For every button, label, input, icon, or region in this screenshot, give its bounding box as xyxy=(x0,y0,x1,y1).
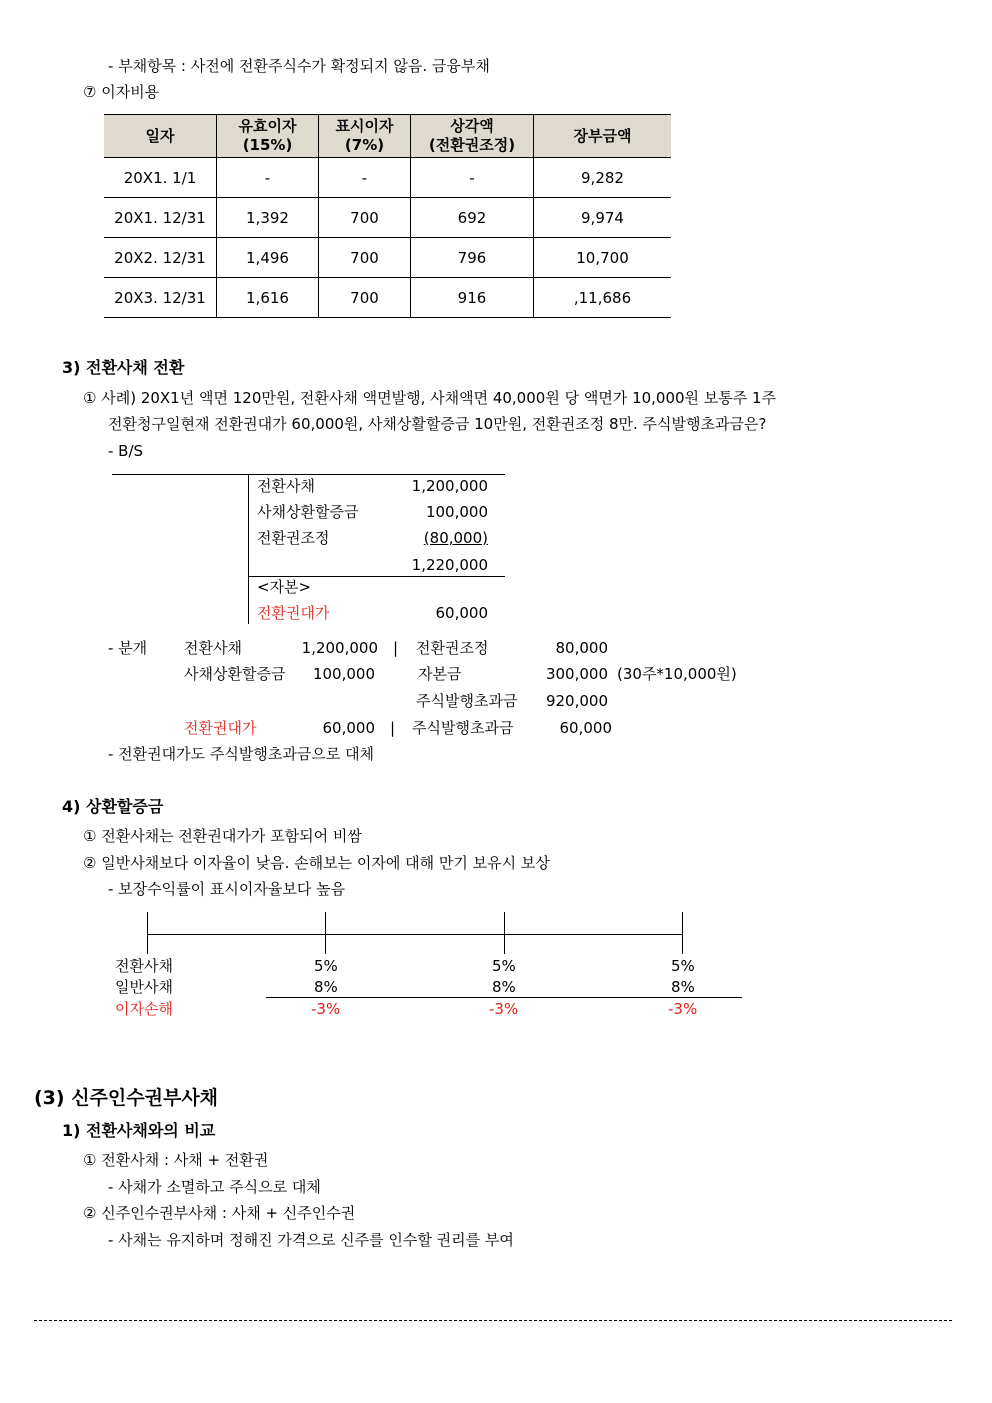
bs-row-value: 100,000 xyxy=(425,503,488,521)
table-row xyxy=(104,158,671,198)
journal-credit-amount: 920,000 xyxy=(545,692,608,710)
timeline-tick xyxy=(504,912,505,954)
journal-debit-amount: 1,200,000 xyxy=(301,639,378,657)
journal-debit-amount: 100,000 xyxy=(312,665,375,683)
journal-separator: | xyxy=(393,639,399,657)
journal-credit: 주식발행초과금 xyxy=(416,692,518,710)
cell: - xyxy=(217,158,319,198)
cell: 796 xyxy=(411,238,534,278)
journal-credit: 자본금 xyxy=(418,665,462,683)
bs-equity-item: 전환권대가 xyxy=(257,604,330,622)
bw-item-1: ① 전환사채 : 사채 + 전환권 xyxy=(83,1151,269,1169)
bs-vertical-line xyxy=(248,474,249,624)
cell: 10,700 xyxy=(534,238,672,278)
col-amortization: 상각액 (전환권조정) xyxy=(411,115,534,158)
s4-item-2: ② 일반사채보다 이자율이 낮음. 손해보는 이자에 대해 만기 보유시 보상 xyxy=(83,854,550,872)
timeline-value: 8% xyxy=(671,978,695,996)
page-divider xyxy=(34,1320,952,1321)
bs-row-label: 전환권조정 xyxy=(257,529,330,547)
journal-credit-amount: 300,000 xyxy=(545,665,608,683)
bw-section-title: (3) 신주인수권부사채 xyxy=(34,1087,219,1109)
cell: 20X1. 12/31 xyxy=(104,198,217,238)
cell: - xyxy=(319,158,411,198)
interest-expense-title: ⑦ 이자비용 xyxy=(83,83,160,101)
timeline-value: 5% xyxy=(671,957,695,975)
bs-row-label: 사채상환할증금 xyxy=(257,503,359,521)
timeline-value: 8% xyxy=(314,978,338,996)
table-row xyxy=(104,198,671,238)
journal-debit-amount: 60,000 xyxy=(322,719,375,737)
cell: 9,974 xyxy=(534,198,672,238)
debt-item-line: - 부채항목 : 사전에 전환주식수가 확정되지 않음. 금융부채 xyxy=(108,57,490,75)
cell: 700 xyxy=(319,198,411,238)
bs-equity-label: <자본> xyxy=(257,578,312,596)
bw-sub-title: 1) 전환사채와의 비교 xyxy=(62,1121,216,1140)
timeline-value: 5% xyxy=(314,957,338,975)
timeline-tick xyxy=(325,912,326,954)
bw-item-2-sub: - 사채는 유지하며 정해진 가격으로 신주를 인수할 권리를 부여 xyxy=(108,1231,514,1249)
journal-credit-amount: 80,000 xyxy=(555,639,608,657)
col-effective-interest: 유효이자 (15%) xyxy=(217,115,319,158)
cell: 20X3. 12/31 xyxy=(104,278,217,318)
timeline-value: 8% xyxy=(492,978,516,996)
cell: 20X1. 1/1 xyxy=(104,158,217,198)
timeline-value: -3% xyxy=(489,1000,519,1018)
table-header-row xyxy=(104,115,671,158)
section-4-title: 4) 상환할증금 xyxy=(62,797,164,816)
bs-subtotal-value: 1,220,000 xyxy=(411,556,488,574)
timeline-tick xyxy=(147,912,148,954)
timeline-value: -3% xyxy=(311,1000,341,1018)
col-book-value: 장부금액 xyxy=(534,115,672,158)
bs-row-label: 전환사채 xyxy=(257,477,315,495)
s4-item-2-sub: - 보장수익률이 표시이자율보다 높음 xyxy=(108,880,346,898)
timeline-sum-line xyxy=(266,997,742,998)
timeline-row-label: 이자손해 xyxy=(115,1000,173,1018)
cell: 700 xyxy=(319,278,411,318)
journal-note: (30주*10,000원) xyxy=(617,665,737,683)
bs-equity-value: 60,000 xyxy=(435,604,488,622)
journal-note-line: - 전환권대가도 주식발행초과금으로 대체 xyxy=(108,745,375,763)
journal-debit: 전환권대가 xyxy=(184,719,257,737)
timeline-row-label: 일반사채 xyxy=(115,978,173,996)
journal-credit-amount: 60,000 xyxy=(559,719,612,737)
interest-expense-table xyxy=(104,114,671,318)
col-date: 일자 xyxy=(104,115,217,158)
cell: ,11,686 xyxy=(534,278,672,318)
bw-item-2: ② 신주인수권부사채 : 사채 + 신주인수권 xyxy=(83,1204,356,1222)
timeline-row-label: 전환사채 xyxy=(115,957,173,975)
cell: - xyxy=(411,158,534,198)
cell: 1,496 xyxy=(217,238,319,278)
timeline-value: -3% xyxy=(668,1000,698,1018)
cell: 700 xyxy=(319,238,411,278)
cell: 20X2. 12/31 xyxy=(104,238,217,278)
bs-top-line xyxy=(112,474,505,475)
cell: 9,282 xyxy=(534,158,672,198)
timeline-tick xyxy=(682,912,683,954)
section-3-title: 3) 전환사채 전환 xyxy=(62,358,185,377)
timeline-value: 5% xyxy=(492,957,516,975)
cell: 1,616 xyxy=(217,278,319,318)
s4-item-1: ① 전환사채는 전환권대가가 포함되어 비쌈 xyxy=(83,827,362,845)
case-line-2: 전환청구일현재 전환권대가 60,000원, 사채상활할증금 10만원, 전환권조정 8만. 주식발행초과금은? xyxy=(108,415,767,433)
journal-label: - 분개 xyxy=(108,639,148,657)
bw-item-1-sub: - 사채가 소멸하고 주식으로 대체 xyxy=(108,1178,321,1196)
bs-label: - B/S xyxy=(108,442,144,460)
table-row xyxy=(104,238,671,278)
table-row xyxy=(104,278,671,318)
cell: 692 xyxy=(411,198,534,238)
cell: 916 xyxy=(411,278,534,318)
case-line-1: ① 사례) 20X1년 액면 120만원, 전환사채 액면발행, 사채액면 40,000원 당 액면가 10,000원 보통주 1주 xyxy=(83,389,777,407)
journal-credit: 주식발행초과금 xyxy=(412,719,514,737)
journal-separator: | xyxy=(390,719,396,737)
timeline-axis xyxy=(147,934,682,935)
cell: 1,392 xyxy=(217,198,319,238)
col-stated-interest: 표시이자 (7%) xyxy=(319,115,411,158)
bs-row-value: (80,000) xyxy=(423,529,488,547)
journal-credit: 전환권조정 xyxy=(416,639,489,657)
journal-debit: 전환사채 xyxy=(184,639,242,657)
bs-row-value: 1,200,000 xyxy=(411,477,488,495)
journal-debit: 사채상환할증금 xyxy=(184,665,286,683)
